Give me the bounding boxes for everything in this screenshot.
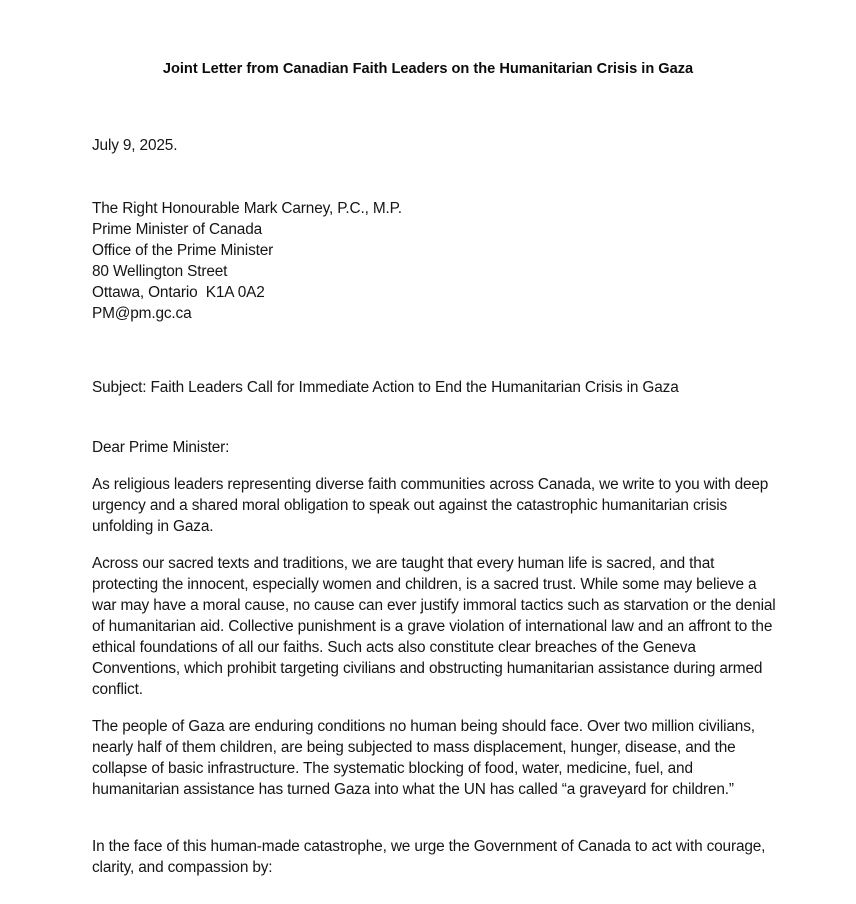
body-paragraph-3 (92, 716, 782, 800)
recipient-title: Prime Minister of Canada (92, 221, 263, 238)
letter-salutation: Dear Prime Minister: (92, 439, 230, 456)
recipient-name: The Right Honourable Mark Carney, P.C., M.P. (92, 200, 402, 217)
body-paragraph-4 (92, 836, 782, 878)
recipient-office: Office of the Prime Minister (92, 242, 274, 259)
recipient-email: PM@pm.gc.ca (92, 305, 192, 322)
letter-title: Joint Letter from Canadian Faith Leaders on the Humanitarian Crisis in Gaza (162, 61, 694, 77)
letter-subject: Subject: Faith Leaders Call for Immediate Action to End the Humanitarian Crisis in Gaza (92, 379, 679, 396)
body-paragraph-2 (92, 553, 782, 700)
letter-date: July 9, 2025. (92, 137, 178, 154)
recipient-street: 80 Wellington Street (92, 263, 228, 280)
paragraph-text: The people of Gaza are enduring conditions no human being should face. Over two million civilians, nearly half of them children, are being subjected to mass displacement, hunger, disease, and the collapse of basic infrastructure. The systematic blocking of food, water, medicine, fuel, and humanitarian assistance has turned Gaza into what the UN has called “a graveyard for children.” (92, 718, 755, 798)
body-paragraph-1 (92, 474, 782, 537)
paragraph-text: In the face of this human-made catastrophe, we urge the Government of Canada to act with courage, clarity, and compassion by: (92, 838, 766, 876)
recipient-city: Ottawa, Ontario K1A 0A2 (92, 284, 265, 301)
paragraph-text: Across our sacred texts and traditions, we are taught that every human life is sacred, and that protecting the innocent, especially women and children, is a sacred trust. While some may believe a war may have a moral cause, no cause can ever justify immoral tactics such as starvation or the denial of humanitarian aid. Collective punishment is a grave violation of international law and an affront to the ethical foundations of all our faiths. Such acts also constitute clear breaches of the Geneva Conventions, which prohibit targeting civilians and obstructing humanitarian assistance during armed conflict. (92, 555, 776, 698)
paragraph-text: As religious leaders representing diverse faith communities across Canada, we write to you with deep urgency and a shared moral obligation to speak out against the catastrophic humanitarian crisis unfolding in Gaza. (92, 476, 769, 535)
recipient-address-block (92, 198, 782, 324)
